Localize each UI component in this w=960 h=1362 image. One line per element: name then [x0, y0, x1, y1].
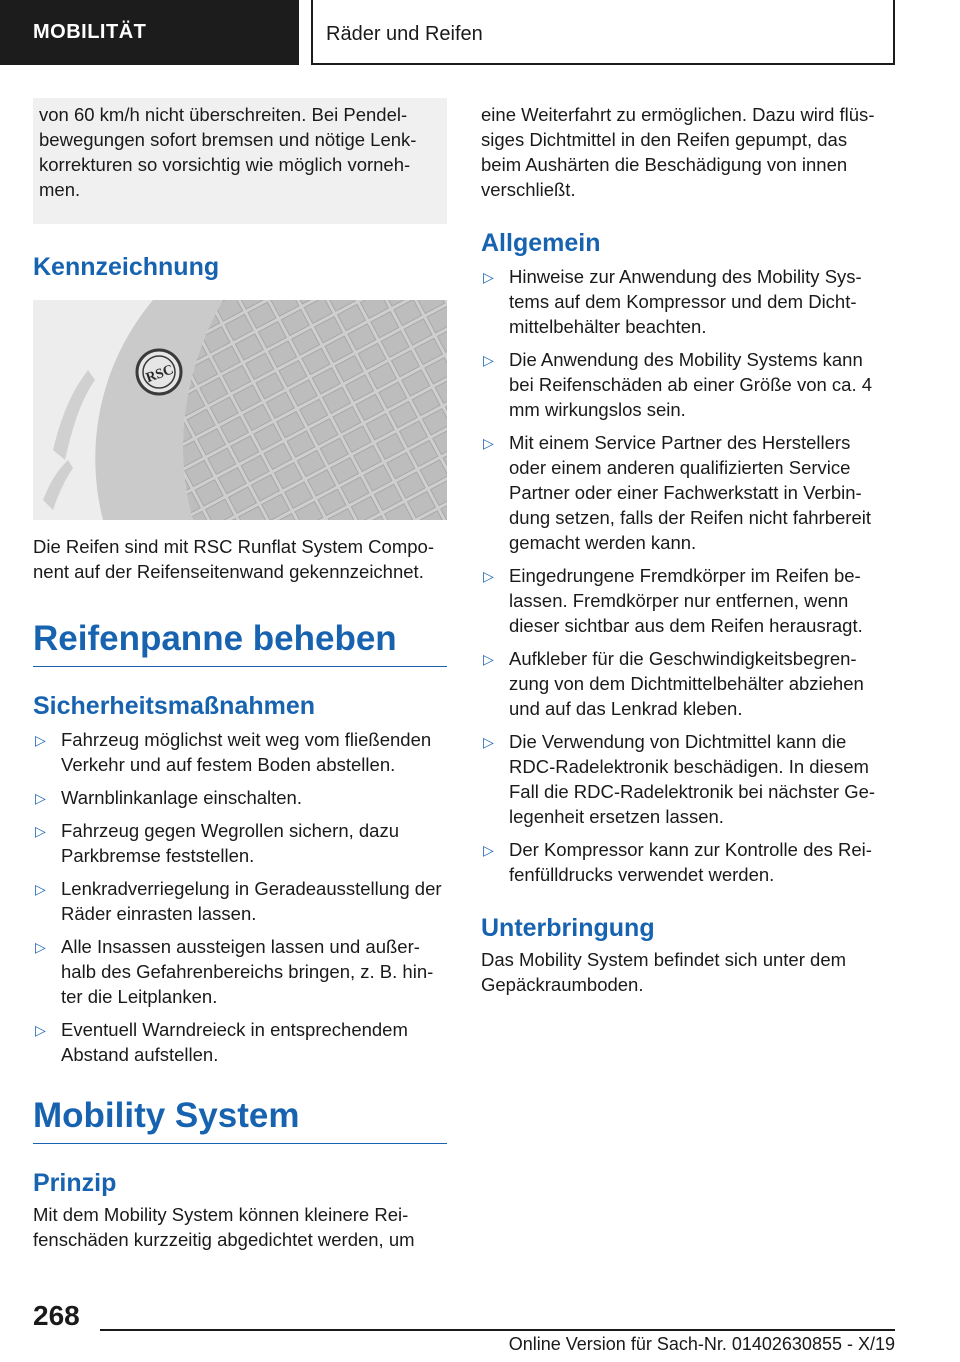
list-item: ▷ Hinweise zur Anwendung des Mobility Systems auf dem Kompressor und dem Dichtmittelbehälter beachten. — [483, 266, 862, 337]
unterbringung-heading: Unterbringung — [481, 914, 655, 942]
triangle-bullet-icon: ▷ — [483, 435, 494, 451]
note-text: von 60 km/h nicht überschreiten. Bei Pendelbewegungen sofort bremsen und nötige Lenkkorrekturen so vorsichtig wie möglich vornehmen. — [39, 104, 417, 200]
list-item: ▷ Mit einem Service Partner des Herstellers oder einem anderen qualifizierten Service Partner oder einer Fachwerkstatt in Verbindung setzen, falls der Reifen nicht fahrbereit gemacht werden kann. — [483, 432, 871, 553]
triangle-bullet-icon: ▷ — [35, 939, 46, 955]
allgemein-heading: Allgemein — [481, 229, 601, 257]
list-item: ▷ Alle Insassen aussteigen lassen und außerhalb des Gefahrenbereichs bringen, z. B. hinter die Leitplanken. — [35, 936, 434, 1007]
list-item: ▷ Aufkleber für die Geschwindigkeitsbegrenzung von dem Dichtmittelbehälter abziehen und auf das Lenkrad kleben. — [483, 648, 864, 719]
triangle-bullet-icon: ▷ — [483, 352, 494, 368]
list-item: ▷ Die Verwendung von Dichtmittel kann die RDC-Radelektronik beschädigen. In diesem Fall die RDC-Radelektronik bei nächster Gelegenheit ersetzen lassen. — [483, 731, 876, 827]
chapter-title: Räder und Reifen — [326, 23, 483, 45]
list-item: ▷ Eventuell Warndreieck in entsprechendem Abstand aufstellen. — [35, 1019, 408, 1065]
right-column — [481, 98, 885, 997]
sicherheit-heading: Sicherheitsmaßnahmen — [33, 692, 316, 720]
warning-note-box — [33, 98, 447, 224]
triangle-bullet-icon: ▷ — [483, 734, 494, 750]
list-item: ▷ Der Kompressor kann zur Kontrolle des Reifenfülldrucks verwendet werden. — [483, 839, 872, 885]
triangle-bullet-icon: ▷ — [483, 651, 494, 667]
triangle-bullet-icon: ▷ — [35, 790, 46, 806]
triangle-bullet-icon: ▷ — [35, 823, 46, 839]
list-item: ▷ Fahrzeug gegen Wegrollen sichern, dazu Parkbremse feststellen. — [35, 820, 400, 866]
section-title: MOBILITÄT — [33, 21, 147, 43]
triangle-bullet-icon: ▷ — [35, 1022, 46, 1038]
continuation-text: eine Weiterfahrt zu ermöglichen. Dazu wird flüssiges Dichtmittel in den Reifen gepumpt, das beim Aushärten die Beschädigung von innen verschließt. — [481, 104, 875, 200]
triangle-bullet-icon: ▷ — [483, 842, 494, 858]
prinzip-heading: Prinzip — [33, 1169, 117, 1197]
image-caption: Die Reifen sind mit RSC Runflat System Component auf der Reifenseitenwand gekennzeichnet. — [33, 536, 434, 582]
list-item: ▷ Lenkradverriegelung in Geradeausstellung der Räder einrasten lassen. — [35, 878, 442, 924]
list-item: ▷ Fahrzeug möglichst weit weg vom fließenden Verkehr und auf festem Boden abstellen. — [35, 729, 432, 775]
triangle-bullet-icon: ▷ — [483, 269, 494, 285]
list-item: ▷ Eingedrungene Fremdkörper im Reifen belassen. Fremdkörper nur entfernen, wenn dieser sichtbar aus dem Reifen herausragt. — [483, 565, 863, 636]
chapter-tab — [311, 0, 895, 65]
sicherheit-list — [33, 727, 447, 1067]
list-item: ▷ Die Anwendung des Mobility Systems kann bei Reifenschäden ab einer Größe von ca. 4 mm wirkungslos sein. — [483, 349, 873, 420]
mobility-heading: Mobility System — [33, 1095, 447, 1144]
unterbringung-text: Das Mobility System befindet sich unter dem Gepäckraumboden. — [481, 949, 847, 995]
rsc-emblem-text: RSC — [144, 362, 176, 387]
prinzip-text: Mit dem Mobility System können kleinere Reifenschäden kurzzeitig abgedichtet werden, um — [33, 1204, 415, 1250]
reifenpanne-heading: Reifenpanne beheben — [33, 618, 447, 667]
online-version-text: Online Version für Sach-Nr. 01402630855 - X/19 — [508, 1334, 895, 1354]
page-number: 268 — [33, 1300, 80, 1331]
triangle-bullet-icon: ▷ — [35, 732, 46, 748]
triangle-bullet-icon: ▷ — [35, 881, 46, 897]
section-tab — [0, 0, 299, 65]
triangle-bullet-icon: ▷ — [483, 568, 494, 584]
kennzeichnung-heading: Kennzeichnung — [33, 253, 220, 281]
list-item: ▷ Warnblinkanlage einschalten. — [33, 785, 447, 810]
left-column — [33, 98, 447, 1252]
allgemein-list — [481, 264, 885, 887]
rsc-tire-image — [33, 300, 447, 520]
footer-divider — [100, 1329, 895, 1331]
